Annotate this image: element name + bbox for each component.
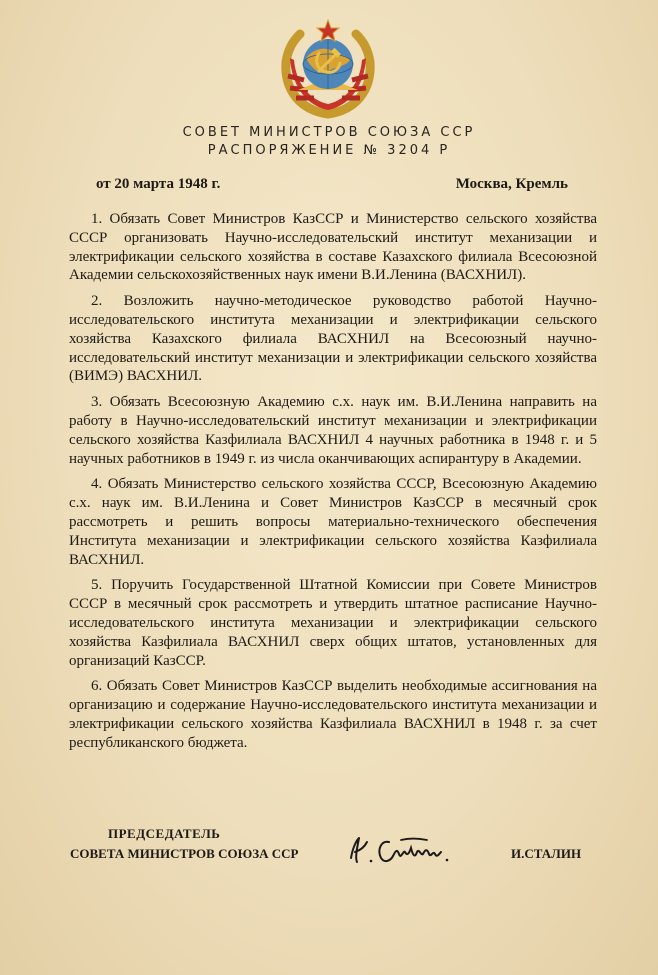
document-date: от 20 марта 1948 г. bbox=[96, 176, 221, 192]
paragraph-4: 4. Обязать Министерство сельского хозяйства СССР, Всесоюзную Академию с.х. наук им. В.И.Ленина и Совет Министров КазССР в месячный срок рассмотреть и решить вопросы материально-технического обеспечения Института механизации и электрификации сельского хозяйства Казфилиала ВАСХНИЛ. bbox=[69, 476, 597, 568]
handwritten-signature bbox=[345, 828, 465, 872]
order-number: РАСПОРЯЖЕНИЕ № 3204 Р bbox=[207, 143, 451, 158]
signatory-title-line2: СОВЕТА МИНИСТРОВ СОЮЗА ССР bbox=[70, 846, 299, 861]
paragraph-5: 5. Поручить Государственной Штатной Комиссии при Совете Министров СССР в месячный срок рассмотреть и утвердить штатное расписание Научно-исследовательского института механизации и электрификации сельского хозяйства Казфилиала ВАСХНИЛ сверх общих штатов, установленных для организаций КазССР. bbox=[69, 577, 597, 669]
paragraph-2: 2. Возложить научно-методическое руководство работой Научно-исследовательского института механизации и электрификации сельского хозяйства Казахского филиала ВАСХНИЛ на Всесоюзный научно-исследовательский институт механизации и электрификации сельского хозяйства (ВИМЭ) ВАСХНИЛ. bbox=[69, 293, 597, 385]
signature-block bbox=[0, 826, 658, 876]
paragraph-6: 6. Обязать Совет Министров КазССР выделить необходимые ассигнования на организацию и содержание Научно-исследовательского института механизации и электрификации сельского хозяйства Казфилиала ВАСХНИЛ в 1948 г. за счет республиканского бюджета. bbox=[69, 678, 597, 751]
ussr-coat-of-arms-icon bbox=[278, 18, 378, 120]
issuer-title: СОВЕТ МИНИСТРОВ СОЮЗА ССР bbox=[182, 125, 476, 140]
signatory-title-line1: ПРЕДСЕДАТЕЛЬ bbox=[108, 826, 221, 841]
paragraph-3: 3. Обязать Всесоюзную Академию с.х. наук им. В.И.Ленина направить на работу в Научно-исследовательский институт механизации и электрификации сельского хозяйства Казфилиала ВАСХНИЛ 4 научных работника в 1948 г. и 5 научных работников в 1949 г. из числа оканчивающих аспирантуру в Академии. bbox=[69, 394, 597, 467]
document-header bbox=[0, 124, 658, 160]
document-place: Москва, Кремль bbox=[455, 176, 568, 192]
paragraph-1: 1. Обязать Совет Министров КазССР и Министерство сельского хозяйства СССР организовать Научно-исследовательский институт механизации и электрификации сельского хозяйства в составе Казахского филиала Всесоюзной Академии сельскохозяйственных наук имени В.И.Ленина (ВАСХНИЛ). bbox=[69, 211, 597, 284]
signatory-name: И.СТАЛИН bbox=[511, 846, 582, 861]
document-body bbox=[69, 210, 597, 760]
